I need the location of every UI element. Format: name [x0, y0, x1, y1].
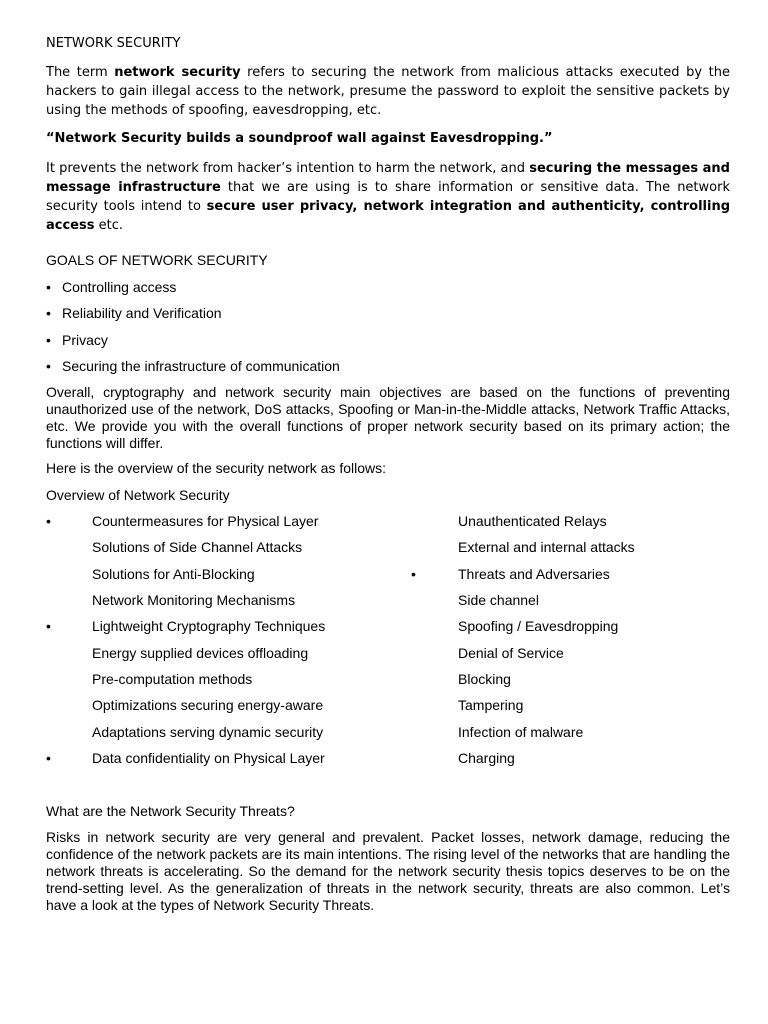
intro-text-2: refers to securing the network from malicious attacks executed by the hackers to gain illegal access to the network, presume the password to exploit the sensitive packets by using the methods of spoofing, eavesdropping, etc. — [46, 65, 730, 118]
overview-intro-line: Here is the overview of the security network as follows: — [46, 460, 387, 476]
overview-right-item: Denial of Service — [458, 645, 564, 661]
overview-right-item: Side channel — [458, 592, 539, 608]
overview-left-item: Data confidentiality on Physical Layer — [92, 750, 325, 766]
bullet-icon: • — [46, 332, 51, 348]
overview-left-item: Energy supplied devices offloading — [92, 645, 309, 661]
overview-left-item: Network Monitoring Mechanisms — [92, 592, 296, 608]
overview-left-item: Optimizations securing energy-aware — [92, 697, 324, 713]
prevention-text-3: etc. — [94, 218, 123, 233]
overview-right-item: Unauthenticated Relays — [458, 513, 607, 529]
heading-network-security: NETWORK SECURITY — [46, 36, 181, 51]
bullet-icon: • — [46, 750, 51, 766]
prevention-text-2: that we are using is to share information or sensitive data. The network security tools intend to — [46, 180, 730, 214]
overview-left-item: Pre-computation methods — [92, 671, 253, 687]
overview-right-item: Spoofing / Eavesdropping — [458, 618, 619, 634]
goals-heading: GOALS OF NETWORK SECURITY — [46, 252, 268, 268]
overview-left-item: Solutions of Side Channel Attacks — [92, 539, 303, 555]
bullet-icon: • — [46, 358, 51, 374]
threats-paragraph: Risks in network security are very general and prevalent. Packet losses, network damage, reducing the confidence of the network packets are its main intentions. The rising level of the networks that are handling the network threats is accelerating. So the demand for the network security thesis topics deserves to be on the trend-setting level. As the generalization of threats in the network security, threats are also common. Let’s have a look at the types of Network Security Threats. — [46, 829, 730, 913]
prevention-bold-2: secure user privacy, network integration and authenticity, controlling access — [46, 199, 731, 233]
overview-right-item: Infection of malware — [458, 724, 584, 740]
overview-left-item: Lightweight Cryptography Techniques — [92, 618, 326, 634]
bullet-icon: • — [46, 618, 51, 634]
bullet-icon: • — [411, 566, 416, 582]
prevention-text-1: It prevents the network from hacker’s intention to harm the network, and — [46, 161, 530, 176]
goal-item-label: Securing the infrastructure of communication — [62, 358, 340, 374]
prevention-bold-1: securing the messages and message infrastructure — [46, 161, 730, 195]
goal-item-label: Reliability and Verification — [62, 305, 222, 321]
quote-line: “Network Security builds a soundproof wall against Eavesdropping.” — [46, 131, 553, 146]
goal-item-label: Controlling access — [62, 279, 177, 295]
intro-text-1: The term — [46, 65, 115, 80]
overview-left-item: Solutions for Anti-Blocking — [92, 566, 255, 582]
overview-heading: Overview of Network Security — [46, 487, 230, 503]
overview-right-item: Tampering — [458, 697, 524, 713]
overview-right-item: Blocking — [458, 671, 511, 687]
overview-right-item: Charging — [458, 750, 515, 766]
overview-left-item: Adaptations serving dynamic security — [92, 724, 324, 740]
bullet-icon: • — [46, 513, 51, 529]
objectives-paragraph: Overall, cryptography and network security main objectives are based on the functions of preventing unauthorized use of the network, DoS attacks, Spoofing or Man-in-the-Middle attacks, Network Traffic Attacks, etc. We provide you with the overall functions of proper network security based on its primary action; the functions will differ. — [46, 384, 730, 451]
prevention-paragraph — [46, 159, 730, 235]
bullet-icon: • — [46, 279, 51, 295]
bullet-icon: • — [46, 305, 51, 321]
overview-left-item: Countermeasures for Physical Layer — [92, 513, 319, 529]
overview-right-item: Threats and Adversaries — [458, 566, 610, 582]
threats-heading: What are the Network Security Threats? — [46, 803, 295, 819]
goal-item-label: Privacy — [62, 332, 108, 348]
intro-bold-term: network security — [114, 65, 241, 80]
overview-right-item: External and internal attacks — [458, 539, 635, 555]
intro-paragraph — [46, 63, 730, 120]
